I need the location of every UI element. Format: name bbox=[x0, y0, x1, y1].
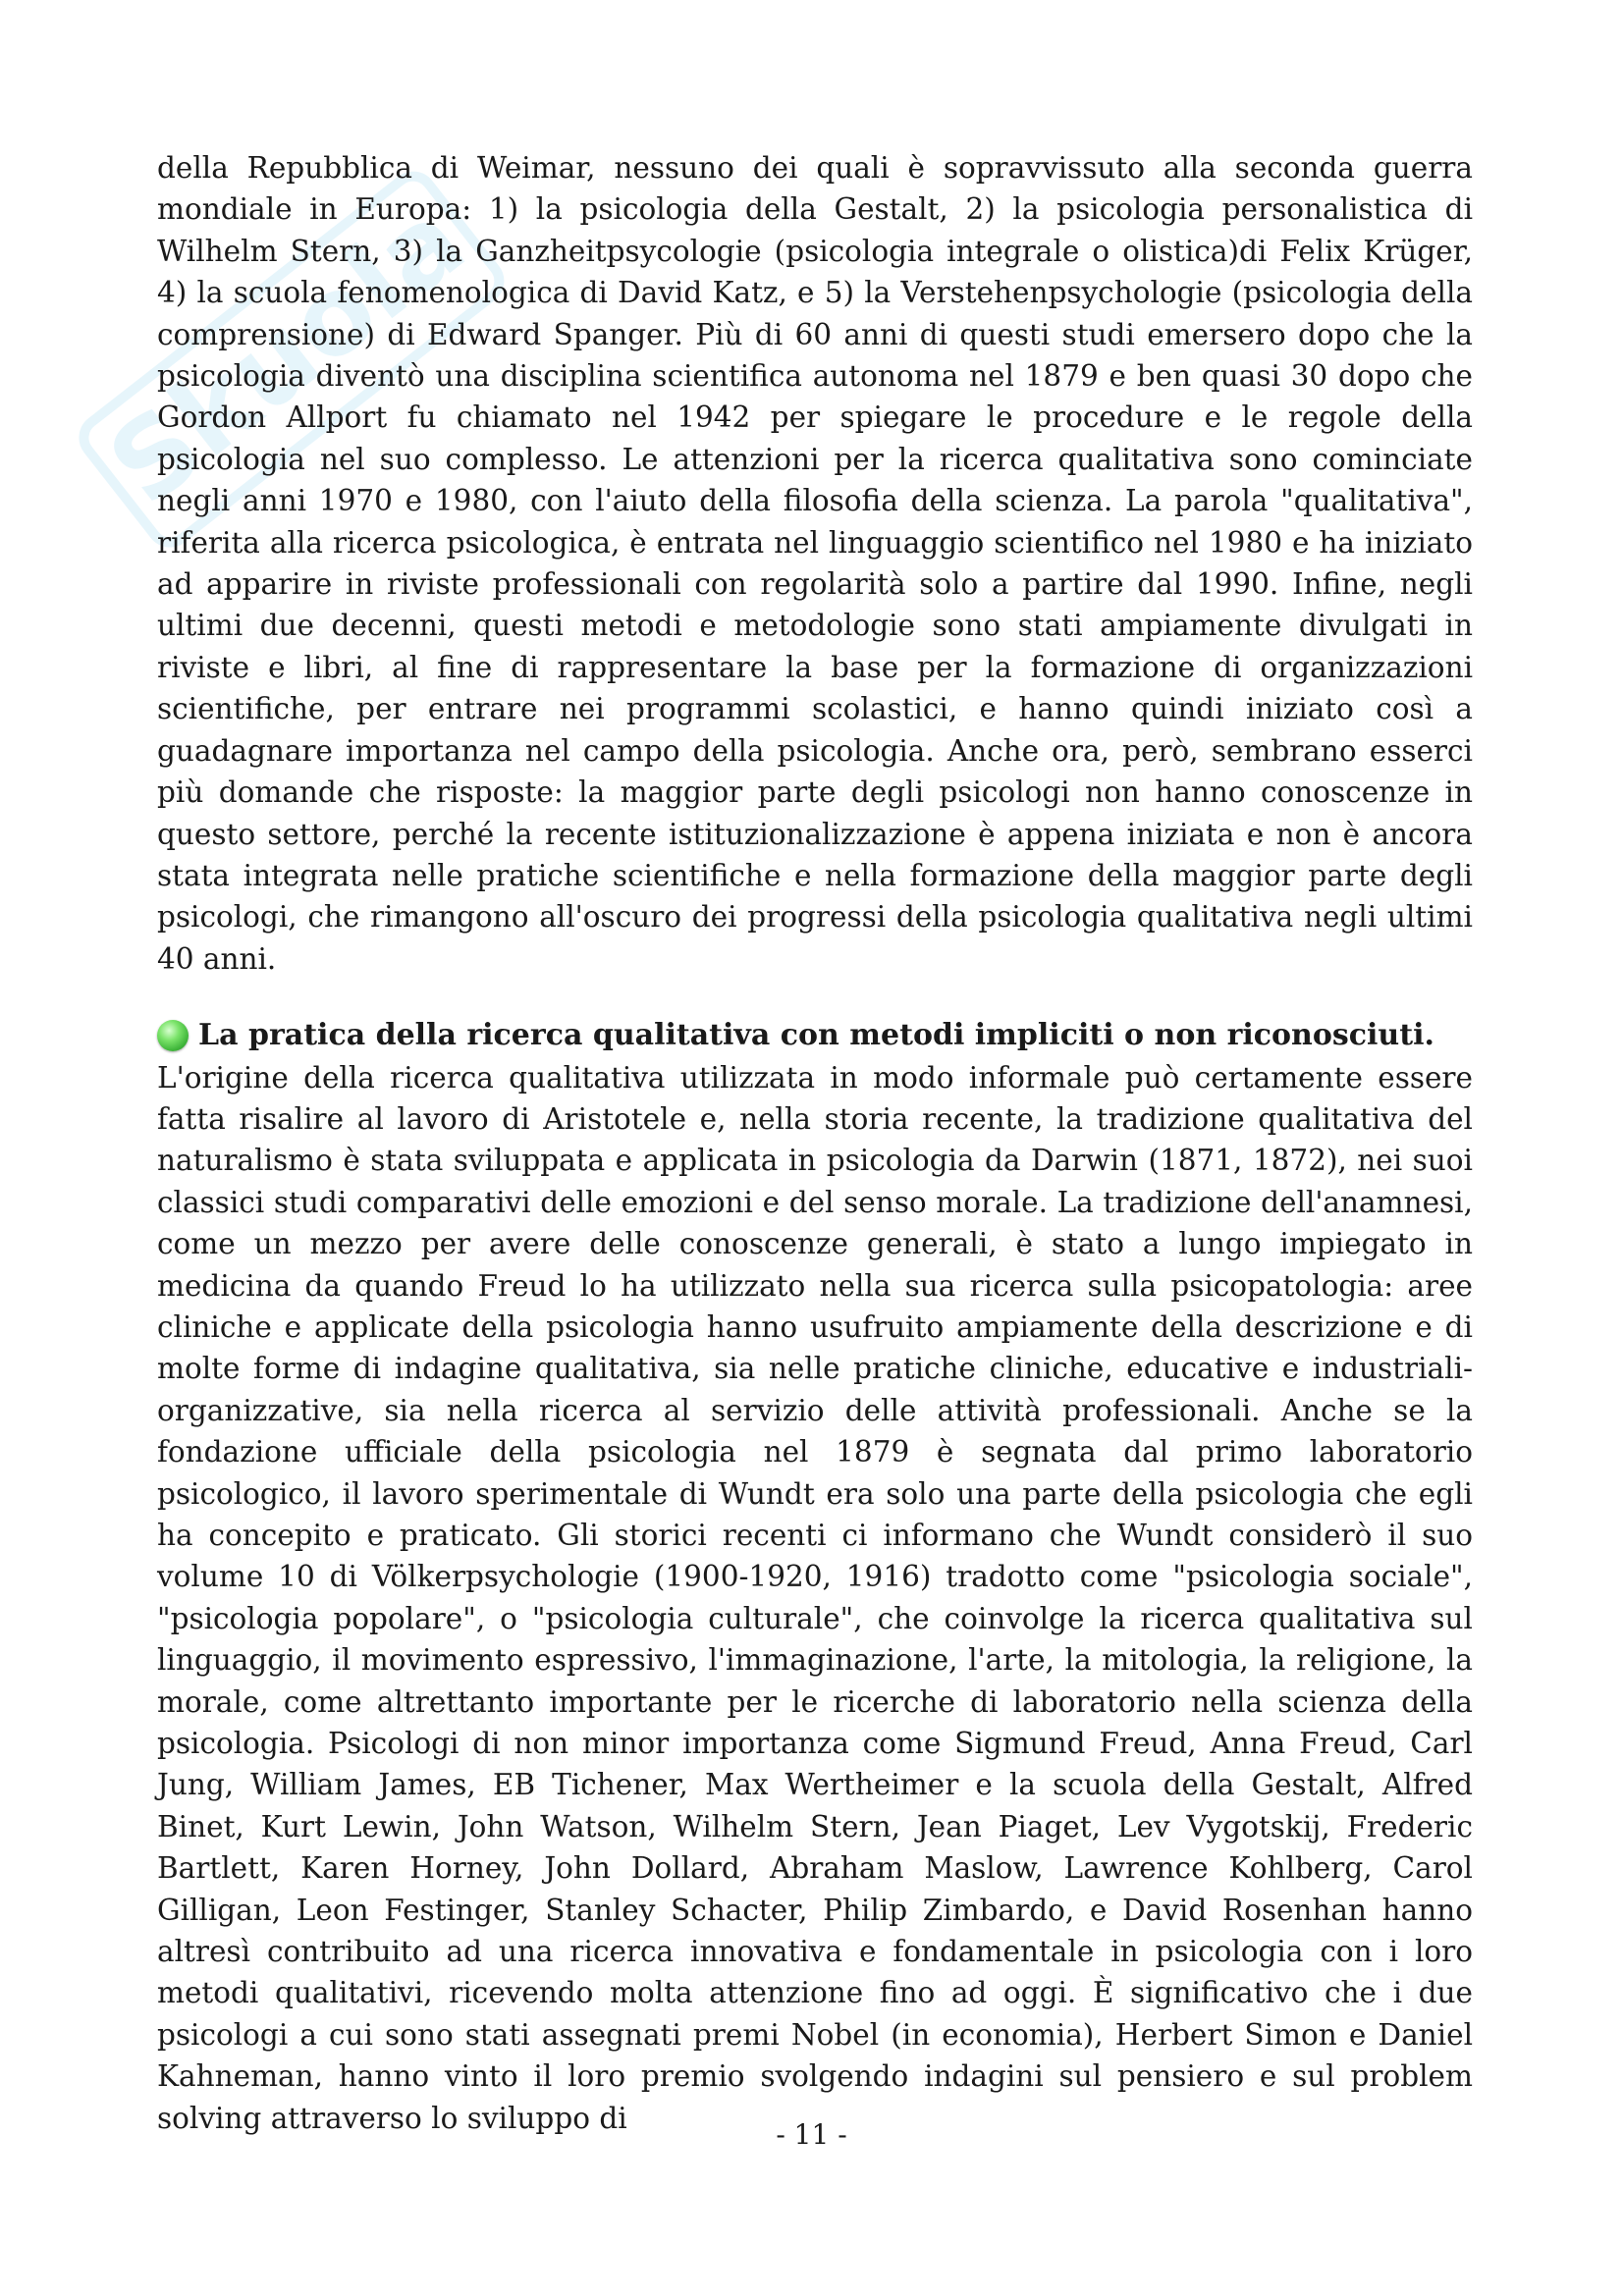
watermark-text: Skuola bbox=[85, 177, 488, 529]
body-paragraph-1: della Repubblica di Weimar, nessuno dei quali è sopravvissuto alla seconda guerra mondiale in Europa: 1) la psicologia della Gestalt, 2) la psicologia personalistica di Wilhelm Stern, 3) la Ganzheitpsycologie (psicologia integrale o olistica)di Felix Krüger, 4) la scuola fenomenologica di David Katz, e 5) la Verstehenpsychologie (psicologia della comprensione) di Edward Spanger. Più di 60 anni di questi studi emersero dopo che la psicologia diventò una disciplina scientifica autonoma nel 1879 e ben quasi 30 dopo che Gordon Allport fu chiamato nel 1942 per spiegare le procedure e le regole della psicologia nel suo complesso. Le attenzioni per la ricerca qualitativa sono cominciate negli anni 1970 e 1980, con l'aiuto della filosofia della scienza. La parola "qualitativa", riferita alla ricerca psicologica, è entrata nel linguaggio scientifico nel 1980 e ha iniziato ad apparire in riviste professionali con regolarità solo a partire dal 1990. Infine, negli ultimi due decenni, questi metodi e metodologie sono stati ampiamente divulgati in riviste e libri, al fine di rappresentare la base per la formazione di organizzazioni scientifiche, per entrare nei programmi scolastici, e hanno quindi iniziato così a guadagnare importanza nel campo della psicologia. Anche ora, però, sembrano esserci più domande che risposte: la maggior parte degli psicologi non hanno conoscenze in questo settore, perché la recente istituzionalizzazione è appena iniziata e non è ancora stata integrata nelle pratiche scientifiche e nella formazione della maggior parte degli psicologi, che rimangono all'oscuro dei progressi della psicologia qualitativa negli ultimi 40 anni. bbox=[157, 151, 1473, 976]
page-number: - 11 - bbox=[776, 2118, 847, 2151]
page-content bbox=[157, 147, 1473, 2139]
section-heading bbox=[157, 1015, 1473, 1056]
section-body-paragraph: L'origine della ricerca qualitativa utilizzata in modo informale può certamente essere fatta risalire al lavoro di Aristotele e, nella storia recente, la tradizione qualitativa del naturalismo è stata sviluppata e applicata in psicologia da Darwin (1871, 1872), nei suoi classici studi comparativi delle emozioni e del senso morale. La tradizione dell'anamnesi, come un mezzo per avere delle conoscenze generali, è stato a lungo impiegato in medicina da quando Freud lo ha utilizzato nella sua ricerca sulla psicopatologia: aree cliniche e applicate della psicologia hanno usufruito ampiamente della descrizione e di molte forme di indagine qualitativa, sia nelle pratiche cliniche, educative e industriali-organizzative, sia nella ricerca al servizio delle attività professionali. Anche se la fondazione ufficiale della psicologia nel 1879 è segnata dal primo laboratorio psicologico, il lavoro sperimentale di Wundt era solo una parte della psicologia che egli ha concepito e praticato. Gli storici recenti ci informano che Wundt considerò il suo volume 10 di Völkerpsychologie (1900-1920, 1916) tradotto come "psicologia sociale", "psicologia popolare", o "psicologia culturale", che coinvolge la ricerca qualitativa sul linguaggio, il movimento espressivo, l'immaginazione, l'arte, la mitologia, la religione, la morale, come altrettanto importante per le ricerche di laboratorio nella scienza della psicologia. Psicologi di non minor importanza come Sigmund Freud, Anna Freud, Carl Jung, William James, EB Tichener, Max Wertheimer e la scuola della Gestalt, Alfred Binet, Kurt Lewin, John Watson, Wilhelm Stern, Jean Piaget, Lev Vygotskij, Frederic Bartlett, Karen Horney, John Dollard, Abraham Maslow, Lawrence Kohlberg, Carol Gilligan, Leon Festinger, Stanley Schacter, Philip Zimbardo, e David Rosenhan hanno altresì contribuito ad una ricerca innovativa e fondamentale in psicologia con i loro metodi qualitativi, ricevendo molta attenzione fino ad oggi. È significativo che i due psicologi a cui sono stati assegnati premi Nobel (in economia), Herbert Simon e Daniel Kahneman, hanno vinto il loro premio svolgendo indagini sul pensiero e sul problem solving attraverso lo sviluppo di bbox=[157, 1060, 1473, 2135]
green-bullet-icon bbox=[157, 1020, 189, 1051]
section-heading-text: La pratica della ricerca qualitativa con metodi impliciti o non riconosciuti. bbox=[198, 1018, 1434, 1053]
